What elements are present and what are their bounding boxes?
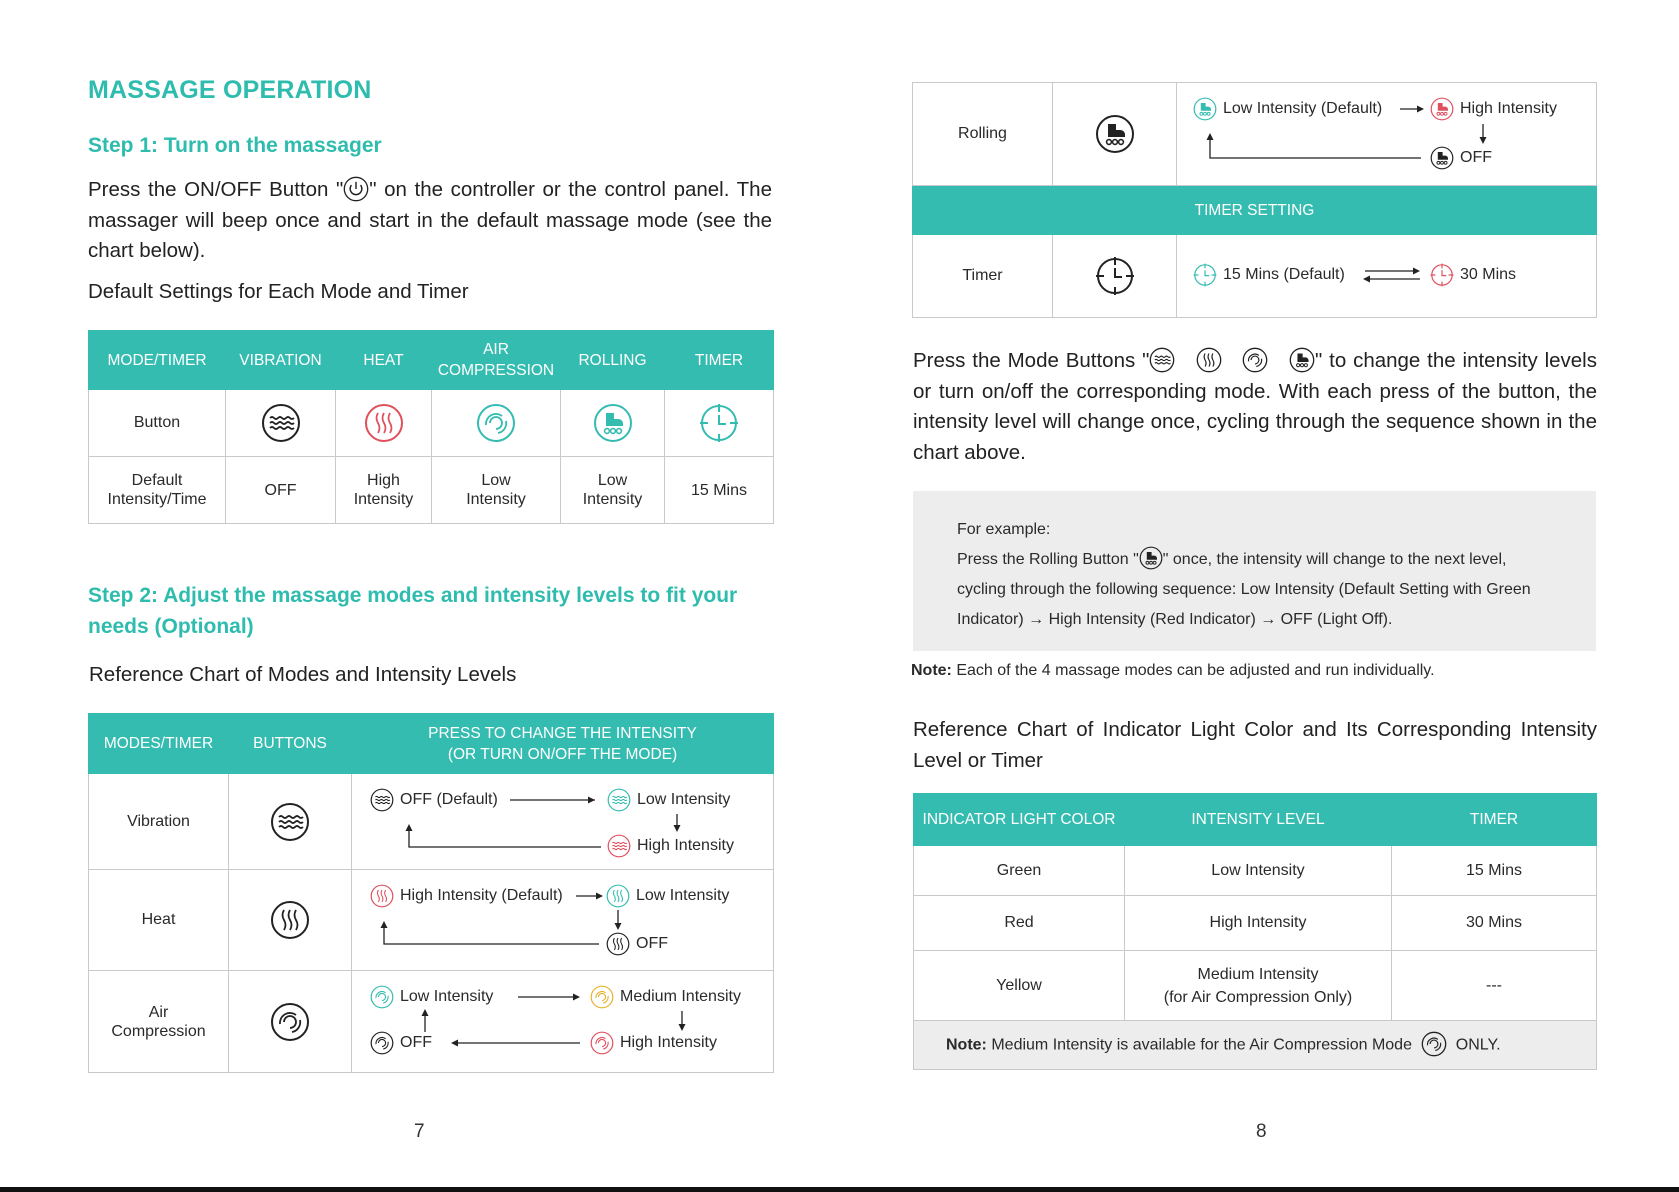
example-line: Indicator) → High Intensity (Red Indicator) → OFF (Light Off). <box>957 611 1393 628</box>
heat-icon <box>270 900 310 940</box>
step1-paragraph: Press the ON/OFF Button " " on the controller or the control panel. The massager will beep once and start in the default massage mode (see the chart below). <box>88 175 772 267</box>
sequence-step: OFF (Default) <box>370 788 498 812</box>
sequence-step: Low Intensity <box>607 788 730 812</box>
vibration-icon <box>270 802 310 842</box>
col-header: MODES/TIMER <box>89 714 229 774</box>
col-header: VIBRATION <box>226 331 336 390</box>
rolling-icon <box>593 403 633 443</box>
intensity-level: Low Intensity <box>1125 846 1392 896</box>
sequence-step: OFF <box>370 1031 432 1055</box>
mode-label: Vibration <box>89 774 229 870</box>
col-header: MODE/TIMER <box>89 331 226 390</box>
row-label: Default Intensity/Time <box>89 457 226 524</box>
toggle-arrows <box>1177 235 1597 317</box>
bottom-border <box>0 1187 1679 1192</box>
rolling-icon <box>1139 546 1163 570</box>
air-compression-sequence <box>352 971 773 1072</box>
sequence-step: High Intensity <box>607 834 734 858</box>
col-header: PRESS TO CHANGE THE INTENSITY (OR TURN ON/OFF THE MODE) <box>352 714 774 774</box>
sequence-arrows <box>352 774 774 869</box>
sequence-arrows <box>352 870 774 970</box>
heat-icon <box>1196 347 1222 373</box>
timer-icon <box>1095 256 1135 296</box>
step2-title: Step 2: Adjust the massage modes and intensity levels to fit your needs (Optional) <box>88 584 738 638</box>
page-number: 7 <box>414 1121 425 1142</box>
step1-title: Step 1: Turn on the massager <box>88 134 382 157</box>
example-line: For example: <box>957 521 1051 538</box>
timer-value: 30 Mins <box>1392 896 1597 951</box>
defaults-caption: Default Settings for Each Mode and Timer <box>88 280 469 303</box>
sequence-step: High Intensity <box>1430 97 1557 121</box>
sequence-step: Low Intensity <box>370 985 493 1009</box>
air-compression-icon <box>270 1002 310 1042</box>
rolling-icon <box>1095 114 1135 154</box>
mode-label: Rolling <box>913 83 1053 186</box>
default-value: Low Intensity <box>432 457 561 524</box>
modes-table <box>88 713 774 1073</box>
col-header: TIMER <box>1392 794 1597 846</box>
page-number: 8 <box>1256 1121 1267 1142</box>
mode-label: Heat <box>89 870 229 971</box>
air-compression-icon <box>1242 347 1268 373</box>
air-compression-icon <box>476 403 516 443</box>
timer-value: --- <box>1392 951 1597 1021</box>
air-compression-icon <box>1421 1031 1447 1057</box>
mode-label: Air Compression <box>89 971 229 1073</box>
timer-icon <box>699 403 739 443</box>
table-row <box>914 951 1597 1021</box>
reference-caption: Reference Chart of Modes and Intensity Levels <box>89 663 517 686</box>
vibration-icon <box>261 403 301 443</box>
col-header: BUTTONS <box>229 714 352 774</box>
heat-sequence <box>352 870 773 970</box>
timer-sequence <box>1177 235 1596 317</box>
mode-buttons-paragraph: Press the Mode Buttons " " to change the intensity levels or turn on/off the corresponding mode. With each press of the button, the intensity level will change once, cycling through the sequence shown in the chart above. <box>913 346 1597 468</box>
section-title: MASSAGE OPERATION <box>88 76 372 104</box>
sequence-arrows <box>1177 83 1597 185</box>
intensity-level: Medium Intensity (for Air Compression Only) <box>1125 951 1392 1021</box>
rolling-icon <box>1289 347 1315 373</box>
default-value: High Intensity <box>336 457 432 524</box>
table-row <box>914 846 1597 896</box>
sequence-arrows <box>352 971 774 1072</box>
rolling-sequence <box>1177 83 1596 185</box>
sequence-step: Medium Intensity <box>590 985 741 1009</box>
sequence-step: 15 Mins (Default) <box>1193 263 1345 287</box>
sequence-step: High Intensity <box>590 1031 717 1055</box>
col-header: AIR COMPRESSION <box>432 331 561 390</box>
sequence-step: OFF <box>606 932 668 956</box>
example-box <box>913 491 1596 651</box>
default-value: Low Intensity <box>561 457 665 524</box>
indicator-color: Yellow <box>914 951 1125 1021</box>
col-header: HEAT <box>336 331 432 390</box>
timer-value: 15 Mins <box>1392 846 1597 896</box>
intensity-level: High Intensity <box>1125 896 1392 951</box>
sequence-step: OFF <box>1430 146 1492 170</box>
defaults-table <box>88 330 774 524</box>
col-header: INDICATOR LIGHT COLOR <box>914 794 1125 846</box>
sequence-step: 30 Mins <box>1430 263 1516 287</box>
col-header: INTENSITY LEVEL <box>1125 794 1392 846</box>
example-line: cycling through the following sequence: Low Intensity (Default Setting with Green <box>957 581 1531 598</box>
example-line: Press the Rolling Button " " once, the intensity will change to the next level, <box>957 545 1556 575</box>
mode-label: Timer <box>913 235 1053 318</box>
timer-setting-header: TIMER SETTING <box>913 186 1597 235</box>
heat-icon <box>364 403 404 443</box>
indicator-color: Green <box>914 846 1125 896</box>
power-icon <box>343 176 369 202</box>
sequence-step: High Intensity (Default) <box>370 884 563 908</box>
indicator-table <box>913 793 1597 1070</box>
indicator-caption: Reference Chart of Indicator Light Color and Its Corresponding Intensity Level or Timer <box>913 718 1597 772</box>
table-note: Note: Medium Intensity is available for the Air Compression Mode ONLY. <box>914 1021 1597 1070</box>
default-value: OFF <box>226 457 336 524</box>
col-header: TIMER <box>665 331 774 390</box>
rolling-timer-table <box>912 82 1597 318</box>
note: Note: Each of the 4 massage modes can be adjusted and run individually. <box>911 662 1435 679</box>
sequence-step: Low Intensity <box>606 884 729 908</box>
sequence-step: Low Intensity (Default) <box>1193 97 1382 121</box>
vibration-sequence <box>352 774 773 869</box>
table-row <box>914 896 1597 951</box>
row-label: Button <box>89 390 226 457</box>
vibration-icon <box>1149 347 1175 373</box>
col-header: ROLLING <box>561 331 665 390</box>
indicator-color: Red <box>914 896 1125 951</box>
default-value: 15 Mins <box>665 457 774 524</box>
